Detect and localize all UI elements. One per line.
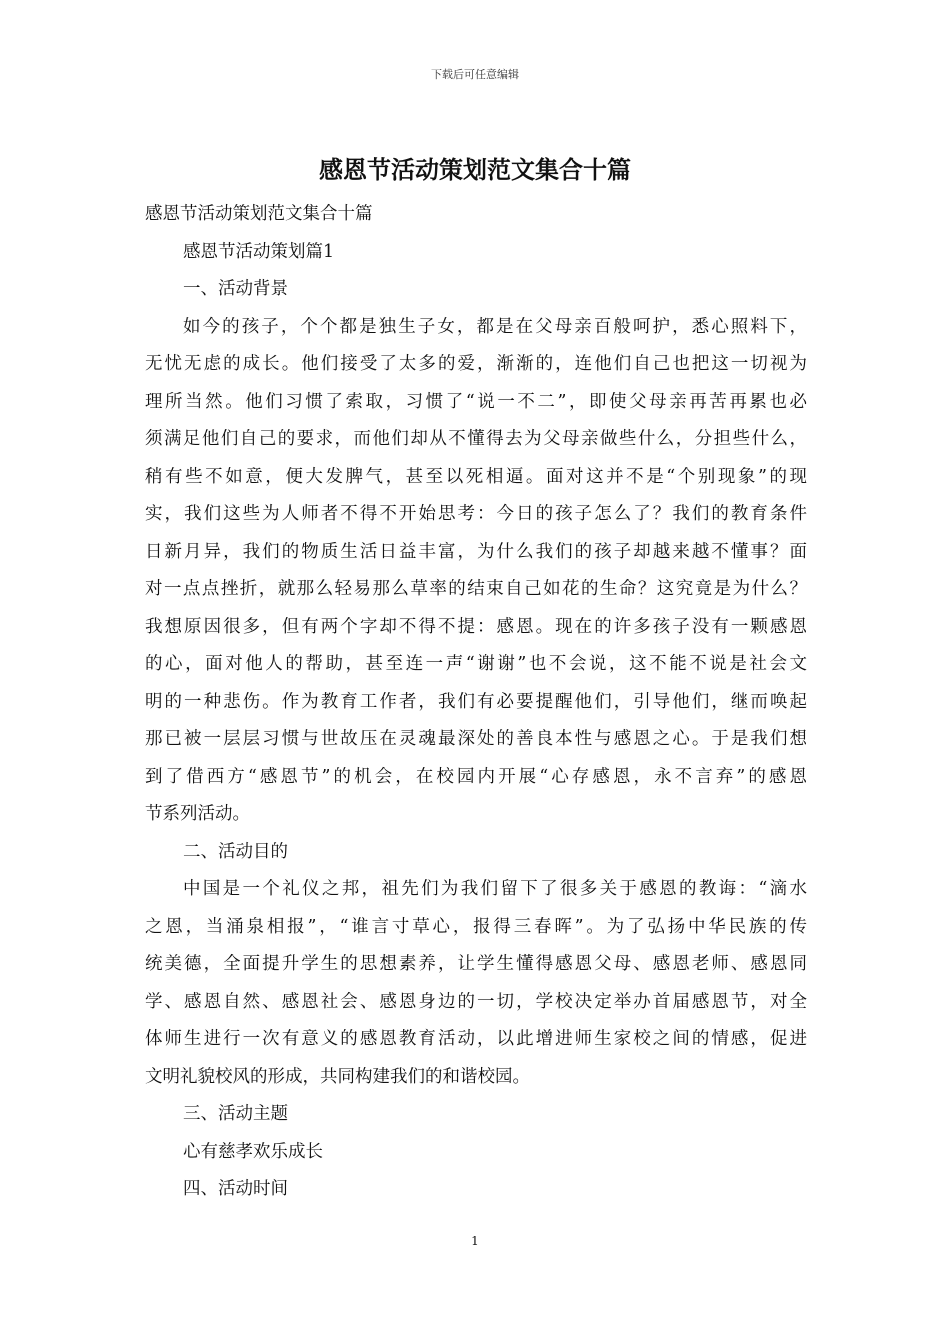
- paragraph-line: 文明礼貌校风的形成，共同构建我们的和谐校园。: [145, 1066, 530, 1087]
- paragraph-line: 理所当然。他们习惯了索取，习惯了“说一不二”，即使父母亲再苦再累也必: [145, 391, 807, 412]
- paragraph-line: 日新月异，我们的物质生活日益丰富，为什么我们的孩子却越来越不懂事？面: [145, 541, 807, 562]
- paragraph-line: 中国是一个礼仪之邦，祖先们为我们留下了很多关于感恩的教诲：“滴水: [183, 879, 807, 899]
- paragraph-line: 的心，面对他人的帮助，甚至连一声“谢谢”也不会说，这不能不说是社会文: [145, 654, 807, 674]
- paragraph-line: 无忧无虑的成长。他们接受了太多的爱，渐渐的，连他们自己也把这一切视为: [145, 354, 807, 374]
- heading-theme: 三、活动主题: [183, 1104, 288, 1124]
- document-body: [145, 196, 807, 1209]
- paragraph-line: 稍有些不如意，便大发脾气，甚至以死相逼。面对这并不是“个别现象”的现: [145, 466, 807, 487]
- paragraph-line: 体师生进行一次有意义的感恩教育活动，以此增进师生家校之间的情感，促进: [145, 1029, 807, 1049]
- paragraph-line: 统美德，全面提升学生的思想素养，让学生懂得感恩父母、感恩老师、感恩同: [145, 954, 807, 974]
- paragraph-line: 实，我们这些为人师者不得不开始思考：今日的孩子怎么了？我们的教育条件: [145, 504, 807, 524]
- subtitle-line: 感恩节活动策划范文集合十篇: [145, 204, 373, 224]
- page-number: 1: [471, 1234, 479, 1248]
- paragraph-line: 须满足他们自己的要求，而他们却从不懂得去为父母亲做些什么，分担些什么，: [145, 429, 807, 449]
- paragraph-line: 如今的孩子，个个都是独生子女，都是在父母亲百般呵护，悉心照料下，: [183, 316, 807, 337]
- heading-time: 四、活动时间: [183, 1179, 288, 1199]
- paragraph-line: 节系列活动。: [145, 804, 250, 824]
- paragraph-line: 学、感恩自然、感恩社会、感恩身边的一切，学校决定举办首届感恩节，对全: [145, 991, 807, 1012]
- paragraph-line: 明的一种悲伤。作为教育工作者，我们有必要提醒他们，引导他们，继而唤起: [145, 691, 807, 712]
- paragraph-line: 我想原因很多，但有两个字却不得不提：感恩。现在的许多孩子没有一颗感恩: [145, 616, 807, 637]
- paragraph-line: 那已被一层层习惯与世故压在灵魂最深处的善良本性与感恩之心。于是我们想: [145, 729, 807, 749]
- heading-purpose: 二、活动目的: [183, 841, 288, 862]
- header-note: 下载后可任意编辑: [431, 68, 519, 81]
- paragraph-line: 对一点点挫折，就那么轻易那么草率的结束自己如花的生命？这究竟是为什么？: [145, 579, 807, 599]
- document-title: 感恩节活动策划范文集合十篇: [319, 156, 631, 184]
- theme-text: 心有慈孝欢乐成长: [183, 1141, 323, 1162]
- heading-background: 一、活动背景: [183, 279, 288, 299]
- paragraph-background: [145, 309, 807, 834]
- paragraph-purpose: [145, 871, 807, 1096]
- paragraph-line: 到了借西方“感恩节”的机会，在校园内开展“心存感恩，永不言弃”的感恩: [145, 766, 807, 787]
- section-heading: 感恩节活动策划篇1: [183, 241, 335, 262]
- paragraph-line: 之恩，当涌泉相报”，“谁言寸草心，报得三春晖”。为了弘扬中华民族的传: [145, 916, 807, 937]
